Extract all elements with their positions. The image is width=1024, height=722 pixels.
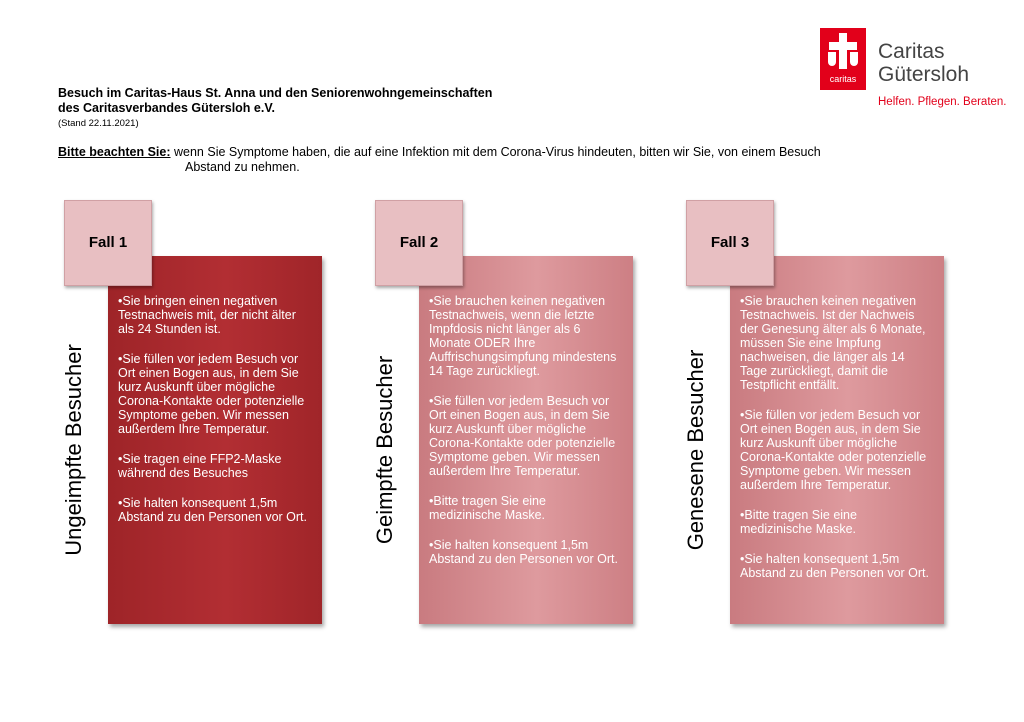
- case-tab-1: Fall 1: [64, 200, 152, 286]
- caritas-cross-icon: [820, 28, 866, 90]
- list-item: •Sie brauchen keinen negativen Testnachweis. Ist der Nachweis der Genesung älter als 6 Monate, müssen Sie eine Impfung nachweisen, die länger als 14 Tage zurückliegt, damit die Testpflicht entfällt.: [740, 294, 926, 392]
- document-title: [58, 86, 492, 116]
- case-side-label-3: Genesene Besucher: [683, 349, 708, 551]
- logo-slogan: Helfen. Pflegen. Beraten.: [878, 96, 1007, 108]
- list-item: •Sie füllen vor jedem Besuch vor Ort einen Bogen aus, in dem Sie kurz Auskunft über mögliche Corona-Kontakte oder potenzielle Symptome geben. Wir messen außerdem Ihre Temperatur.: [118, 352, 305, 436]
- case-panel-3: [730, 256, 944, 624]
- list-item: •Sie tragen eine FFP2-Maske während des Besuches: [118, 452, 282, 480]
- logo-name-line-2: Gütersloh: [878, 63, 970, 86]
- case-panel-1: [108, 256, 322, 624]
- stand-date: (Stand 22.11.2021): [58, 118, 139, 129]
- list-item: •Sie füllen vor jedem Besuch vor Ort einen Bogen aus, in dem Sie kurz Auskunft über mögliche Corona-Kontakte oder potenzielle Symptome geben. Wir messen außerdem Ihre Temperatur.: [429, 394, 616, 478]
- case-card-2: [372, 200, 655, 628]
- case-side-label-2: Geimpfte Besucher: [372, 355, 397, 545]
- caritas-logo: [820, 28, 1020, 113]
- list-item: •Sie halten konsequent 1,5m Abstand zu den Personen vor Ort.: [740, 552, 929, 580]
- list-item: •Sie brauchen keinen negativen Testnachweis, wenn die letzte Impfdosis nicht länger als 6 Monate ODER Ihre Auffrischungsimpfung mindestens 14 Tage zurückliegt.: [429, 294, 617, 378]
- case-side-label-1: Ungeimpfte Besucher: [61, 344, 86, 556]
- notice-label: Bitte beachten Sie:: [58, 145, 171, 159]
- list-item: •Sie halten konsequent 1,5m Abstand zu den Personen vor Ort.: [118, 496, 307, 524]
- case-panel-2: [419, 256, 633, 624]
- title-line-1: Besuch im Caritas-Haus St. Anna und den Seniorenwohngemeinschaften: [58, 86, 493, 100]
- logo-name-line-1: Caritas: [878, 40, 945, 63]
- case-tab-3: Fall 3: [686, 200, 774, 286]
- list-item: •Bitte tragen Sie eine medizinische Maske.: [740, 508, 857, 536]
- list-item: •Bitte tragen Sie eine medizinische Maske.: [429, 494, 546, 522]
- notice-text-line-2: Abstand zu nehmen.: [185, 160, 300, 174]
- case-tab-2: Fall 2: [375, 200, 463, 286]
- list-item: •Sie halten konsequent 1,5m Abstand zu den Personen vor Ort.: [429, 538, 618, 566]
- list-item: •Sie füllen vor jedem Besuch vor Ort einen Bogen aus, in dem Sie kurz Auskunft über mögliche Corona-Kontakte oder potenzielle Symptome geben. Wir messen außerdem Ihre Temperatur.: [740, 408, 927, 492]
- logo-mark-word: caritas: [829, 74, 857, 84]
- notice-paragraph: [58, 145, 918, 175]
- logo-name: [878, 40, 969, 86]
- notice-text-line-1: wenn Sie Symptome haben, die auf eine Infektion mit dem Corona-Virus hindeuten, bitten wir Sie, von einem Besuch: [170, 145, 821, 159]
- list-item: •Sie bringen einen negativen Testnachweis mit, der nicht älter als 24 Stunden ist.: [118, 294, 296, 336]
- title-line-2: des Caritasverbandes Gütersloh e.V.: [58, 101, 275, 115]
- case-card-3: [683, 200, 966, 628]
- case-card-1: [61, 200, 344, 628]
